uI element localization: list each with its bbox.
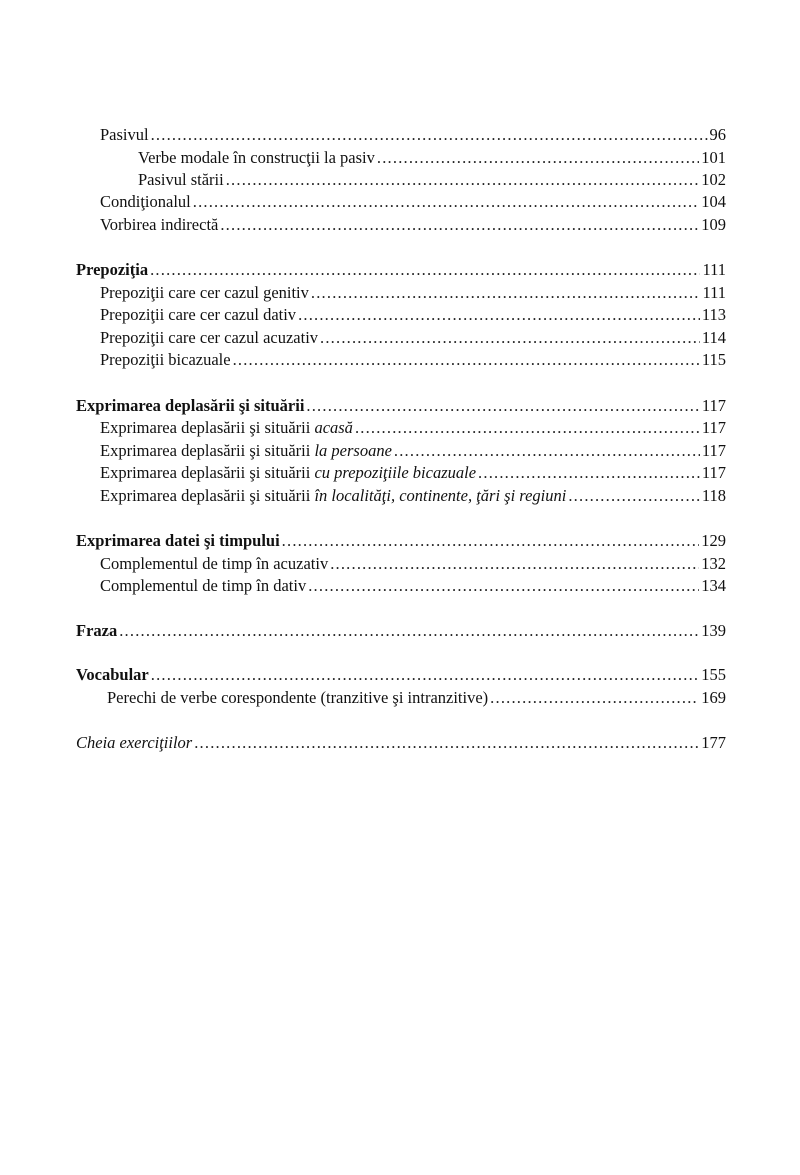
toc-page-number: 177 (701, 733, 726, 752)
toc-entry-title: Prepoziţii bicazuale (100, 350, 231, 369)
toc-page-number: 113 (701, 305, 726, 324)
toc-entry-title: Prepoziţii care cer cazul acuzativ (100, 328, 319, 347)
toc-page-number: 129 (701, 531, 726, 550)
toc-section-title: Prepoziţia (76, 260, 149, 279)
toc-section-title: Vocabular (76, 665, 149, 684)
dot-leader (298, 304, 700, 326)
toc-entry-title (100, 462, 476, 484)
dot-leader (151, 124, 708, 146)
toc-entry-title-text: Exprimarea deplasării şi situării (100, 486, 315, 505)
toc-section-vocabular (76, 664, 726, 686)
toc-section-exprimarea-deplasarii (76, 395, 726, 417)
dot-leader (478, 462, 700, 484)
toc-entry-title (100, 485, 566, 507)
dot-leader (119, 620, 699, 642)
dot-leader (311, 282, 701, 304)
toc-page-number: 132 (701, 554, 726, 573)
toc-entry-title: Vorbirea indirectă (100, 215, 219, 234)
toc-entry-title (100, 417, 353, 439)
toc-entry-title (100, 440, 392, 462)
toc-page-number: 102 (701, 170, 726, 189)
toc-entry-title-italic: cu prepoziţiile bicazuale (314, 463, 477, 482)
toc-entry-perechi-verbe (76, 687, 726, 709)
dot-leader (377, 147, 699, 169)
toc-entry-prepozitii-acuzativ (76, 327, 726, 349)
dot-leader (490, 687, 699, 709)
dot-leader (568, 485, 700, 507)
toc-entry-pasivul (76, 124, 726, 146)
toc-entry-title: Pasivul (100, 125, 149, 144)
dot-leader (306, 395, 699, 417)
toc-page-number: 117 (701, 441, 726, 460)
toc-entry-title: Perechi de verbe corespondente (tranzitive şi intranzitive) (107, 688, 489, 707)
toc-page-number: 111 (702, 260, 726, 279)
toc-page-number: 104 (701, 192, 726, 211)
dot-leader (233, 349, 700, 371)
toc-entry-deplasare-la-persoane (76, 440, 726, 462)
dot-leader (320, 327, 700, 349)
dot-leader (220, 214, 699, 236)
toc-section-exprimarea-datei (76, 530, 726, 552)
toc-section-cheia-exercitiilor (76, 732, 726, 754)
toc-entry-title: Condiţionalul (100, 192, 191, 211)
toc-page-number: 155 (701, 665, 726, 684)
toc-page-number: 117 (701, 396, 726, 415)
toc-entry-title-text: Exprimarea deplasării şi situării (100, 463, 315, 482)
toc-section-title: Exprimarea deplasării şi situării (76, 396, 305, 415)
toc-page-number: 118 (701, 486, 726, 505)
toc-entry-deplasare-localitati (76, 485, 726, 507)
toc-page-number: 115 (701, 350, 726, 369)
toc-entry-title-text: Exprimarea deplasării şi situării (100, 441, 315, 460)
toc-section-title: Fraza (76, 621, 118, 640)
dot-leader (151, 664, 700, 686)
toc-section-title: Exprimarea datei şi timpului (76, 531, 280, 550)
toc-entry-title: Complementul de timp în dativ (100, 576, 307, 595)
toc-entry-complement-dativ (76, 575, 726, 597)
toc-entry-title: Prepoziţii care cer cazul dativ (100, 305, 297, 324)
toc-entry-verbe-modale (76, 147, 726, 169)
toc-page-number: 114 (701, 328, 726, 347)
dot-leader (226, 169, 700, 191)
toc-entry-title-italic: în localităţi, continente, ţări şi regiuni (314, 486, 567, 505)
toc-entry-prepozitii-genitiv (76, 282, 726, 304)
toc-section-title: Cheia exerciţiilor (76, 733, 193, 752)
toc-page-number: 117 (701, 418, 726, 437)
toc-page-number: 134 (701, 576, 726, 595)
toc-page-number: 169 (701, 688, 726, 707)
toc-page-number: 96 (709, 125, 726, 144)
toc-section-prepozitia (76, 259, 726, 281)
toc-entry-title: Pasivul stării (138, 170, 224, 189)
dot-leader (308, 575, 699, 597)
toc-page-number: 101 (701, 148, 726, 167)
toc-entry-conditionalul (76, 191, 726, 213)
toc-entry-deplasare-acasa (76, 417, 726, 439)
toc-entry-vorbirea-indirecta (76, 214, 726, 236)
toc-entry-complement-acuzativ (76, 553, 726, 575)
dot-leader (355, 417, 700, 439)
toc-entry-deplasare-bicazuale (76, 462, 726, 484)
dot-leader (150, 259, 700, 281)
dot-leader (282, 530, 700, 552)
toc-entry-title: Prepoziţii care cer cazul genitiv (100, 283, 309, 302)
toc-entry-title: Verbe modale în construcţii la pasiv (138, 148, 375, 167)
toc-page-number: 111 (702, 283, 726, 302)
toc-entry-title-italic: la persoane (314, 441, 392, 460)
toc-entry-title-text: Exprimarea deplasării şi situării (100, 418, 315, 437)
dot-leader (394, 440, 700, 462)
toc-entry-prepozitii-dativ (76, 304, 726, 326)
toc-entry-title: Complementul de timp în acuzativ (100, 554, 329, 573)
toc-section-fraza (76, 620, 726, 642)
toc-page-number: 117 (701, 463, 726, 482)
dot-leader (330, 553, 699, 575)
dot-leader (193, 191, 700, 213)
toc-entry-prepozitii-bicazuale (76, 349, 726, 371)
toc-entry-title-italic: acasă (314, 418, 353, 437)
toc-entry-pasivul-starii (76, 169, 726, 191)
toc-page-number: 109 (701, 215, 726, 234)
toc-page-number: 139 (701, 621, 726, 640)
dot-leader (194, 732, 699, 754)
